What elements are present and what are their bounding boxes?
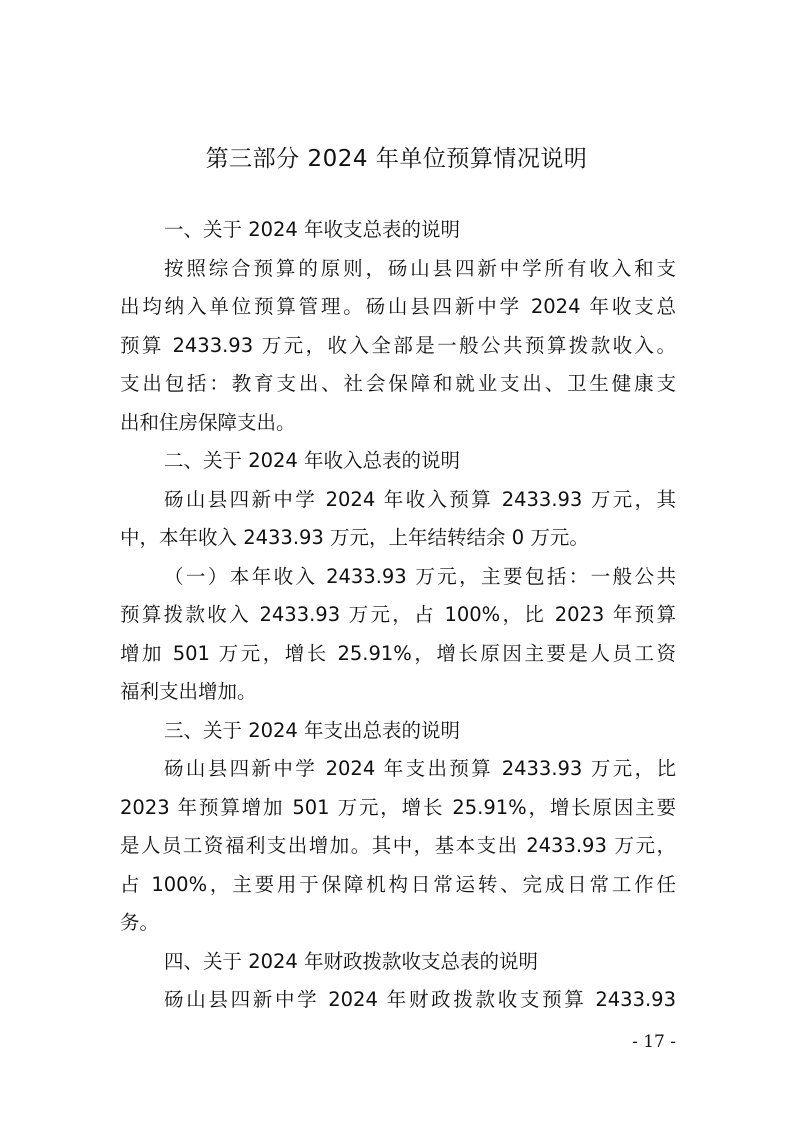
paragraph-line: 出和住房保障支出。 (120, 410, 296, 434)
paragraph-line: 增加 501 万元，增长 25.91%，增长原因主要是人员工资 (120, 641, 676, 665)
page-number: - 17 - (632, 1032, 676, 1052)
paragraph-line: 中，本年收入 2433.93 万元，上年结转结余 0 万元。 (120, 526, 589, 549)
paragraph-line: 是人员工资福利支出增加。其中，基本支出 2433.93 万元， (120, 834, 676, 857)
paragraph-line: 占 100%，主要用于保障机构日常运转、完成日常工作任 (120, 872, 676, 896)
paragraph-line: （一）本年收入 2433.93 万元，主要包括：一般公共 (164, 564, 676, 588)
document-body (120, 211, 676, 1020)
section-heading-4: 四、关于 2024 年财政拨款收支总表的说明 (164, 949, 539, 973)
paragraph-line: 福利支出增加。 (120, 680, 257, 703)
paragraph-line: 2023 年预算增加 501 万元，增长 25.91%，增长原因主要 (120, 795, 676, 819)
section-heading-2: 二、关于 2024 年收入总表的说明 (164, 449, 461, 472)
paragraph-line: 支出包括：教育支出、社会保障和就业支出、卫生健康支 (120, 372, 676, 395)
paragraph-line: 预算 2433.93 万元，收入全部是一般公共预算拨款收入。 (120, 333, 676, 357)
paragraph-line: 出均纳入单位预算管理。砀山县四新中学 2024 年收支总 (120, 295, 676, 318)
paragraph-line: 务。 (120, 911, 160, 934)
paragraph-line: 预算拨款收入 2433.93 万元，占 100%，比 2023 年预算 (120, 603, 676, 626)
paragraph-line: 砀山县四新中学 2024 年收入预算 2433.93 万元，其 (164, 487, 676, 511)
section-heading-1: 一、关于 2024 年收支总表的说明 (164, 218, 461, 241)
paragraph-line: 砀山县四新中学 2024 年财政拨款收支预算 2433.93 (164, 988, 676, 1011)
paragraph-line: 砀山县四新中学 2024 年支出预算 2433.93 万元，比 (164, 757, 676, 780)
section-heading-3: 三、关于 2024 年支出总表的说明 (164, 718, 461, 742)
page-title: 第三部分 2024 年单位预算情况说明 (205, 146, 588, 172)
paragraph-line: 按照综合预算的原则，砀山县四新中学所有收入和支 (164, 256, 676, 280)
